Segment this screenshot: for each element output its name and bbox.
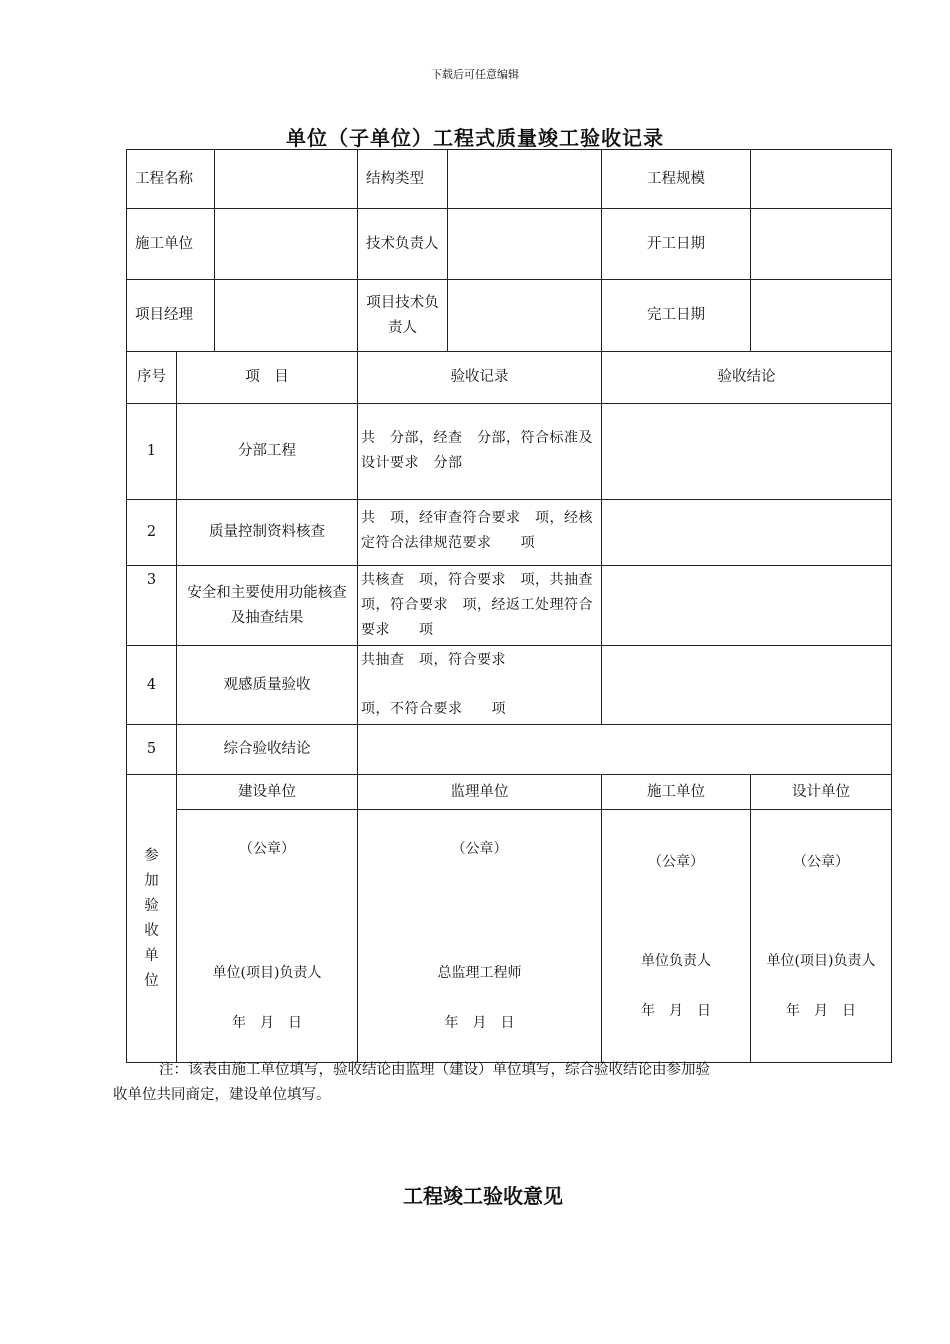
project-scale-value[interactable] <box>751 150 892 209</box>
unit-name: 建设单位 <box>177 775 358 810</box>
completion-date-label: 完工日期 <box>602 280 751 352</box>
signature-cell[interactable] <box>358 810 602 1063</box>
project-tech-lead-value[interactable] <box>448 280 602 352</box>
row-item: 质量控制资料核查 <box>177 500 358 566</box>
start-date-label: 开工日期 <box>602 209 751 280</box>
column-header-row <box>127 352 892 404</box>
row-conclusion[interactable] <box>602 566 892 646</box>
row-item: 观感质量验收 <box>177 646 358 725</box>
unit-name: 监理单位 <box>358 775 602 810</box>
unit-name: 设计单位 <box>751 775 892 810</box>
date-label: 年 月 日 <box>232 1015 302 1031</box>
row-record: 共 分部，经查 分部，符合标准及设计要求 分部 <box>358 404 602 500</box>
construction-unit-label: 施工单位 <box>127 209 215 280</box>
seal-label: （公章） <box>793 854 849 870</box>
signer-label: 单位(项目)负责人 <box>212 965 322 981</box>
row-conclusion[interactable] <box>602 646 892 725</box>
conclusion-header: 验收结论 <box>602 352 892 404</box>
date-label: 年 月 日 <box>641 1003 711 1019</box>
footnote <box>113 1058 833 1108</box>
technical-lead-label: 技术负责人 <box>358 209 448 280</box>
table-row <box>127 566 892 646</box>
row-item: 分部工程 <box>177 404 358 500</box>
seal-label: （公章） <box>451 841 508 857</box>
construction-unit-value[interactable] <box>215 209 358 280</box>
participants-sign-row <box>127 810 892 1063</box>
section-title: 工程竣工验收意见 <box>403 1184 563 1208</box>
record-line-1: 共抽查 项，符合要求 <box>361 652 506 668</box>
project-manager-label: 项目经理 <box>127 280 215 352</box>
project-manager-value[interactable] <box>215 280 358 352</box>
project-tech-lead-label: 项目技术负责人 <box>358 280 448 352</box>
row-seq: 5 <box>127 725 177 775</box>
unit-name: 施工单位 <box>602 775 751 810</box>
signer-label: 单位负责人 <box>641 953 711 969</box>
row-record <box>358 646 602 725</box>
project-scale-label: 工程规模 <box>602 150 751 209</box>
seal-label: （公章） <box>648 854 704 870</box>
record-line-2: 项，不符合要求 项 <box>361 701 506 717</box>
start-date-value[interactable] <box>751 209 892 280</box>
participants-label-text: 参 加 验 收 单 位 <box>144 847 159 989</box>
structure-type-value[interactable] <box>448 150 602 209</box>
info-row-3 <box>127 280 892 352</box>
signer-label: 单位(项目)负责人 <box>766 953 876 969</box>
project-name-label: 工程名称 <box>127 150 215 209</box>
structure-type-label: 结构类型 <box>358 150 448 209</box>
table-row <box>127 500 892 566</box>
signature-cell[interactable] <box>751 810 892 1063</box>
project-name-value[interactable] <box>215 150 358 209</box>
table-row <box>127 725 892 775</box>
item-header: 项 目 <box>177 352 358 404</box>
signature-cell[interactable] <box>602 810 751 1063</box>
acceptance-record-table <box>126 149 892 1063</box>
table-row <box>127 404 892 500</box>
row-seq: 4 <box>127 646 177 725</box>
footnote-line-2: 收单位共同商定，建设单位填写。 <box>113 1087 331 1103</box>
record-header: 验收记录 <box>358 352 602 404</box>
technical-lead-value[interactable] <box>448 209 602 280</box>
signer-label: 总监理工程师 <box>437 965 522 981</box>
row-conclusion[interactable] <box>602 500 892 566</box>
row-item: 综合验收结论 <box>177 725 358 775</box>
row-item: 安全和主要使用功能核查及抽查结果 <box>177 566 358 646</box>
table-row <box>127 646 892 725</box>
header-note: 下载后可任意编辑 <box>431 68 519 81</box>
seq-header: 序号 <box>127 352 177 404</box>
participants-header-row <box>127 775 892 810</box>
row-seq: 3 <box>127 566 177 646</box>
footnote-line-1: 注：该表由施工单位填写，验收结论由监理（建设）单位填写，综合验收结论由参加验 <box>159 1062 710 1078</box>
row-record: 共核查 项，符合要求 项，共抽查 项，符合要求 项，经返工处理符合要求 项 <box>358 566 602 646</box>
participants-label <box>127 775 177 1063</box>
completion-date-value[interactable] <box>751 280 892 352</box>
signature-cell[interactable] <box>177 810 358 1063</box>
document-title: 单位（子单位）工程式质量竣工验收记录 <box>286 126 664 150</box>
seal-label: （公章） <box>239 841 295 857</box>
overall-conclusion-value[interactable] <box>358 725 892 775</box>
date-label: 年 月 日 <box>786 1003 856 1019</box>
date-label: 年 月 日 <box>444 1015 515 1031</box>
row-seq: 2 <box>127 500 177 566</box>
row-seq: 1 <box>127 404 177 500</box>
row-conclusion[interactable] <box>602 404 892 500</box>
info-row-2 <box>127 209 892 280</box>
info-row-1 <box>127 150 892 209</box>
row-record: 共 项，经审查符合要求 项，经核定符合法律规范要求 项 <box>358 500 602 566</box>
